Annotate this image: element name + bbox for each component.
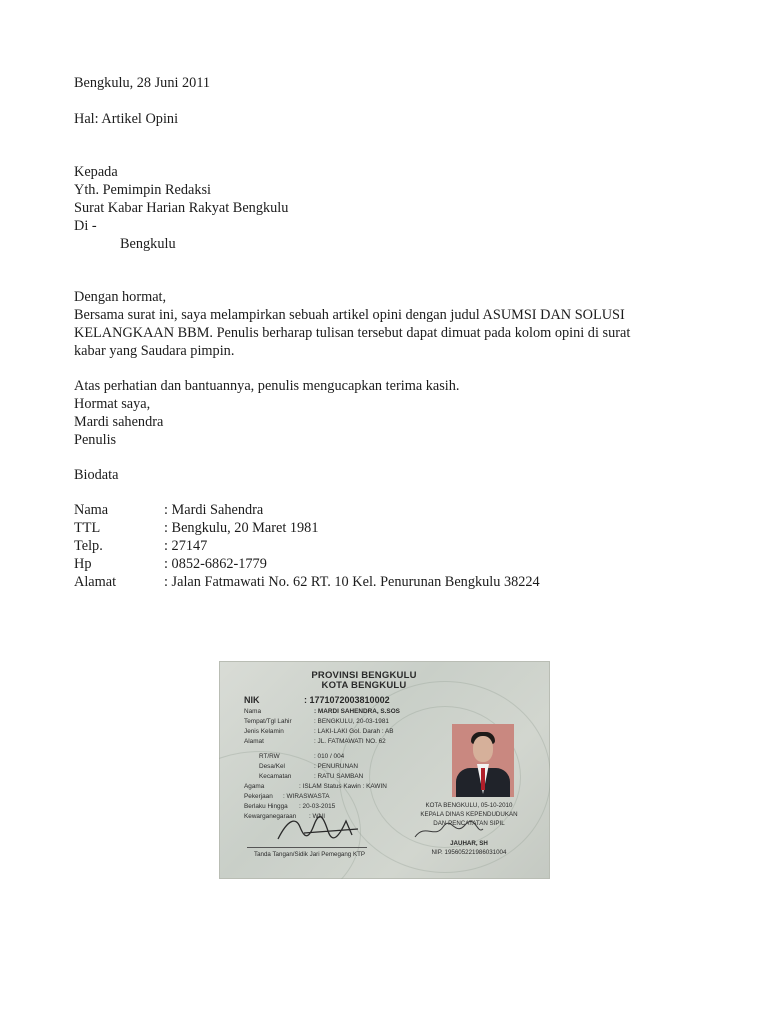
- card-field-key: Desa/Kel: [259, 763, 285, 770]
- holder-signature-mark: [274, 813, 364, 845]
- signer-role: Penulis: [74, 432, 117, 448]
- card-field-value: : WNI: [309, 813, 325, 820]
- recipient-label: Kepada: [74, 164, 118, 180]
- biodata-value: : Jalan Fatmawati No. 62 RT. 10 Kel. Penurunan Bengkulu 38224: [164, 574, 540, 590]
- card-issuer-line-2: DAN PENCATATAN SIPIL: [433, 820, 505, 827]
- card-field-value: : PENURUNAN: [314, 763, 359, 770]
- biodata-value: : 0852-6862-1779: [164, 556, 267, 572]
- biodata-value: : Bengkulu, 20 Maret 1981: [164, 520, 319, 536]
- biodata-value: : 27147: [164, 538, 208, 554]
- body-line-3: kabar yang Saudara pimpin.: [74, 343, 235, 359]
- card-field-value: : 010 / 004: [314, 753, 345, 760]
- card-field-key: NIK: [244, 695, 260, 705]
- card-field-value: : LAKI-LAKI Gol. Darah : AB: [314, 728, 394, 735]
- biodata-title: Biodata: [74, 467, 119, 483]
- card-field-key: Kecamatan: [259, 773, 292, 780]
- card-field-value: : 1771072003810002: [304, 695, 390, 705]
- card-province: PROVINSI BENGKULU: [311, 670, 417, 681]
- card-official-nip: NIP. 195605221986031004: [431, 849, 507, 856]
- card-field-key: Pekerjaan: [244, 793, 273, 800]
- card-field-key: Tempat/Tgl Lahir: [244, 718, 292, 725]
- card-field-value: : ISLAM Status Kawin : KAWIN: [299, 783, 387, 790]
- card-field-value: : BENGKULU, 20-03-1981: [314, 718, 389, 725]
- card-field-key: RT/RW: [259, 753, 280, 760]
- card-field-key: Agama: [244, 783, 265, 790]
- biodata-key: Telp.: [74, 538, 103, 554]
- card-city: KOTA BENGKULU: [321, 680, 407, 691]
- biodata-key: TTL: [74, 520, 101, 536]
- official-signature-mark: [409, 819, 489, 843]
- closing-line-2: Hormat saya,: [74, 396, 151, 412]
- letter-subject: Hal: Artikel Opini: [74, 111, 179, 127]
- recipient-line-2: Surat Kabar Harian Rakyat Bengkulu: [74, 200, 289, 216]
- card-field-value: : JL. FATMAWATI NO. 62: [314, 738, 386, 745]
- letter-place-date: Bengkulu, 28 Juni 2011: [74, 75, 211, 91]
- card-field-key: Nama: [244, 708, 262, 715]
- card-field-value: : RATU SAMBAN: [314, 773, 364, 780]
- card-issue-place-date: KOTA BENGKULU, 05-10-2010: [425, 802, 513, 809]
- card-field-key: Kewarganegaraan: [244, 813, 297, 820]
- closing-line-1: Atas perhatian dan bantuannya, penulis mengucapkan terima kasih.: [74, 378, 460, 394]
- biodata-key: Alamat: [74, 574, 117, 590]
- recipient-line-3: Di -: [74, 218, 97, 234]
- body-line-1: Bersama surat ini, saya melampirkan sebuah artikel opini dengan judul ASUMSI DAN SOLUSI: [74, 307, 625, 323]
- card-field-value: : 20-03-2015: [299, 803, 336, 810]
- body-line-2: KELANGKAAN BBM. Penulis berharap tulisan tersebut dapat dimuat pada kolom opini di surat: [74, 325, 631, 341]
- card-field-key: Jenis Kelamin: [244, 728, 284, 735]
- card-issuer-line-1: KEPALA DINAS KEPENDUDUKAN: [420, 811, 518, 818]
- biodata-value: : Mardi Sahendra: [164, 502, 264, 518]
- card-field-value: : MARDI SAHENDRA, S.SOS: [314, 708, 400, 715]
- holder-photo: [452, 724, 514, 797]
- card-field-key: Alamat: [244, 738, 264, 745]
- recipient-city: Bengkulu: [120, 236, 176, 252]
- card-official-name: JAUHAR, SH: [450, 840, 488, 847]
- greeting: Dengan hormat,: [74, 289, 167, 305]
- biodata-key: Hp: [74, 556, 92, 572]
- recipient-line-1: Yth. Pemimpin Redaksi: [74, 182, 212, 198]
- signer-name: Mardi sahendra: [74, 414, 164, 430]
- card-field-key: Berlaku Hingga: [244, 803, 288, 810]
- signature-caption: Tanda Tangan/Sidik Jari Pemegang KTP: [254, 851, 365, 858]
- biodata-key: Nama: [74, 502, 109, 518]
- card-field-value: : WIRASWASTA: [283, 793, 330, 800]
- id-card-image: [219, 661, 550, 879]
- signature-line: [247, 847, 367, 848]
